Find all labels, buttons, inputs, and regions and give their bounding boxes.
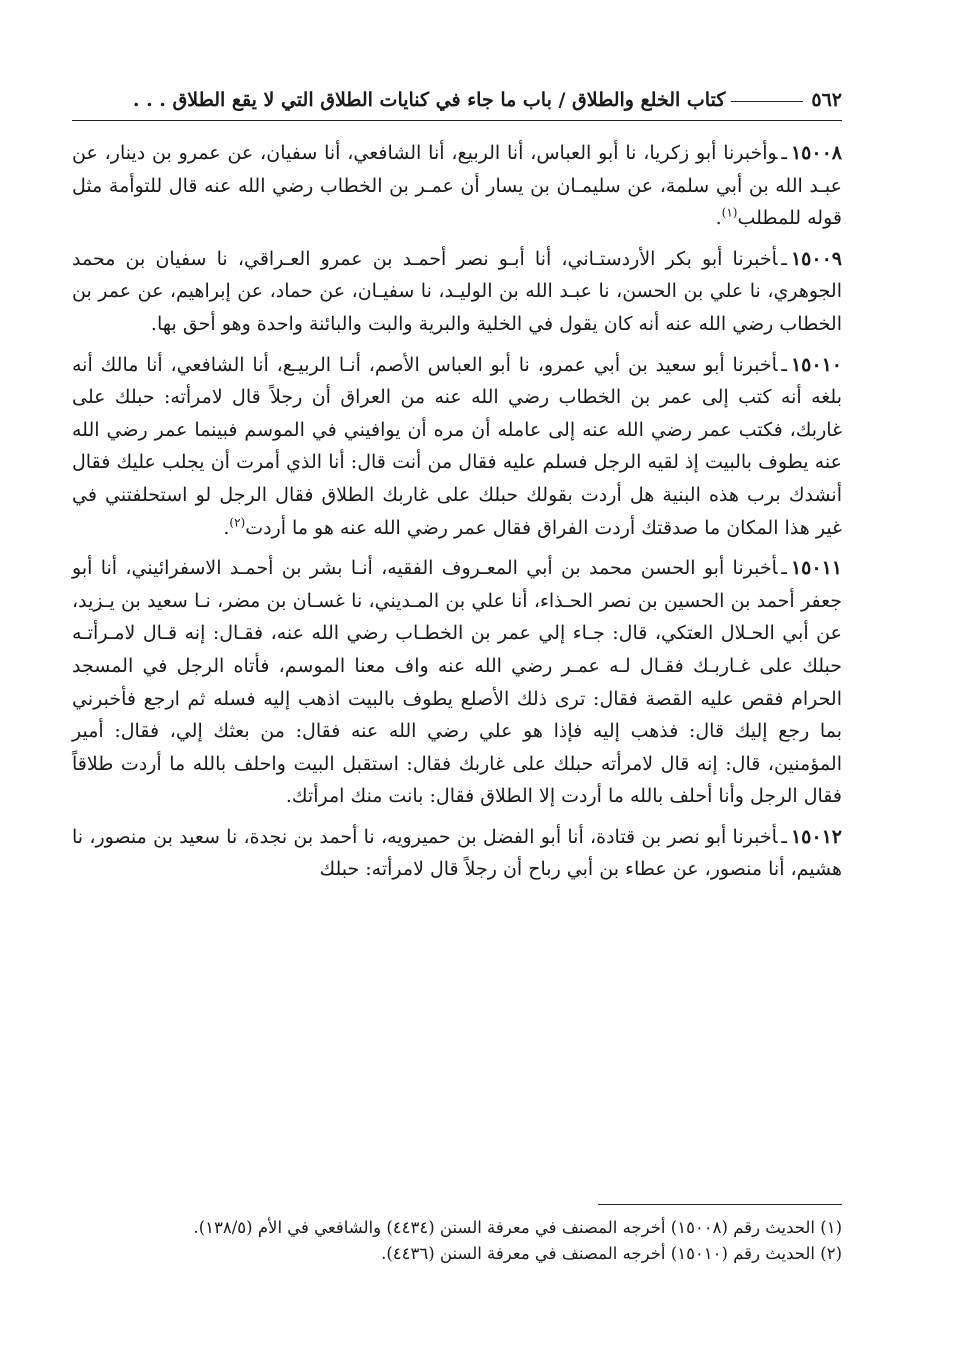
hadith-text: أخبرنا أبو سعيد بن أبي عمرو، نا أبو العباس الأصم، أنـا الربيـع، أنا الشافعي، أنا مالك أنه بلغه أنه كتب إلى عمر بن الخطاب رضي الله عنه من العراق أن رجلاً قال لامرأته: حبلك على غاربك، فكتب عمر رضي الله عنه إلى عامله أن مره أن يوافيني في الموسم فبينما عمر رضي الله عنه يطوف بالبيت إذ لقيه الرجل فسلم عليه فقال من أنت قال: أنا الذي أمرت أن يجلب عليك فقال أنشدك برب هذه البنية هل أردت بقولك حبلك على غاربك الطلاق فقال الرجل لو استحلفتني في غير هذا المكان ما صدقتك أردت الفراق فقال عمر رضي الله عنه هو ما أردت bbox=[72, 353, 842, 539]
running-title: كتاب الخلع والطلاق / باب ما جاء في كنايات الطلاق التي لا يقع الطلاق . . . bbox=[132, 89, 726, 111]
hadith-number: ١٥٠١٠ bbox=[790, 353, 842, 376]
hadith-text: أخبرنا أبو الحسن محمد بن أبي المعـروف الفقيه، أنـا بشر بن أحمـد الاسفرائيني، أنا أبو جعفر أحمد بن الحسين بن نصر الحـذاء، أنا علي بن المـديني، نا غسـان بن مضر، نـا سعيد بن يـزيد، عن أبي الحـلال العتكي، قال: جـاء إلي عمر بن الخطـاب رضي الله عنه، فقـال: إنه قـال لامـرأتـه حبلك على غـاربـك فقـال لـه عمـر رضي الله عنه واف معنا الموسم، فأتاه الرجل في المسجد الحرام فقص عليه القصة فقال: ترى ذلك الأصلع يطوف بالبيت اذهب إليه فسله ثم ارجع فأخبرني بما رجع إليك قال: فذهب إليه فإذا هو علي رضي الله عنه فقال: من بعثك إلي، فقال: أمير المؤمنين، قال: إنه قال لامرأته حبلك على غاربك فقال: استقبل البيت واحلف بالله ما أردت طلاقاً فقال الرجل وأنا أحلف بالله ما أردت إلا الطلاق فقال: بانت منك امرأتك. bbox=[72, 557, 842, 808]
page-body bbox=[72, 137, 842, 886]
page-number: ٥٦٢ bbox=[811, 89, 842, 111]
hadith-number: ١٥٠١١ bbox=[790, 557, 842, 580]
hadith-paragraph: ١٥٠١٢ـأخبرنا أبو نصر بن قتادة، أنا أبو الفضل بن حميرويه، نا أحمد بن نجدة، نا سعيد بن منصور، نا هشيم، أنا منصور، عن عطاء بن أبي رباح أن رجلاً قال لامرأته: حبلك bbox=[72, 825, 842, 881]
hadith-number: ١٥٠٠٨ bbox=[790, 142, 842, 164]
hadith-number: ١٥٠٠٩ bbox=[790, 247, 842, 270]
footnote: (٢) الحديث رقم (١٥٠١٠) أخرجه المصنف في معرفة السنن (٤٤٣٦). bbox=[381, 1244, 842, 1263]
hadith-paragraph: ١٥٠١١ـأخبرنا أبو الحسن محمد بن أبي المعـروف الفقيه، أنـا بشر بن أحمـد الاسفرائيني، أنا أبو جعفر أحمد بن الحسين بن نصر الحـذاء، أنا علي بن المـديني، نا غسـان بن مضر، نـا سعيد بن يـزيد، عن أبي الحـلال العتكي، قال: جـاء إلي عمر بن الخطـاب رضي الله عنه، فقـال: إنه قـال لامـرأتـه حبلك على غـاربـك فقـال لـه عمـر رضي الله عنه واف معنا الموسم، فأتاه الرجل في المسجد الحرام فقص عليه القصة فقال: ترى ذلك الأصلع يطوف بالبيت اذهب إليه فسله ثم ارجع فأخبرني بما رجع إليك قال: فذهب إليه فإذا هو علي رضي الله عنه فقال: من بعثك إلي، فقال: أمير المؤمنين، قال: إنه قال لامرأته حبلك على غاربك فقال: استقبل البيت واحلف بالله ما أردت طلاقاً فقال الرجل وأنا أحلف بالله ما أردت إلا الطلاق فقال: بانت منك امرأتك. bbox=[72, 557, 842, 808]
hadith-end: . bbox=[715, 207, 722, 230]
footnote-ref: (٢) bbox=[229, 515, 246, 530]
header-rule bbox=[731, 101, 803, 102]
hadith-paragraph: ١٥٠١٠ـأخبرنا أبو سعيد بن أبي عمرو، نا أبو العباس الأصم، أنـا الربيـع، أنا الشافعي، أنا مالك أنه بلغه أنه كتب إلى عمر بن الخطاب رضي الله عنه من العراق أن رجلاً قال لامرأته: حبلك على غاربك، فكتب عمر رضي الله عنه إلى عامله أن مره أن يوافيني في الموسم فبينما عمر رضي الله عنه يطوف بالبيت إذ لقيه الرجل فسلم عليه فقال من أنت قال: أنا الذي أمرت أن يجلب عليك فقال أنشدك برب هذه البنية هل أردت بقولك حبلك على غاربك الطلاق فقال الرجل لو استحلفتني في غير هذا المكان ما صدقتك أردت الفراق فقال عمر رضي الله عنه هو ما أردت$^{(٢)}$. bbox=[72, 353, 842, 539]
hadith-number: ١٥٠١٢ bbox=[790, 825, 842, 848]
footnote-ref: (١) bbox=[721, 205, 738, 220]
hadith-paragraph: ١٥٠٠٨ـوأخبرنا أبو زكريا، نا أبو العباس، أنا الربيع، أنا الشافعي، أنا سفيان، عن عمرو بن دينار، عن عبـد الله بن أبي سلمة، عن سليمـان بن يسار أن عمـر بن الخطاب رضي الله عنه قال للتوأمة مثل قوله للمطلب$^{(١)}$. bbox=[72, 142, 842, 230]
hadith-text: أخبرنا أبو نصر بن قتادة، أنا أبو الفضل بن حميرويه، نا أحمد بن نجدة، نا سعيد بن منصور، نا هشيم، أنا منصور، عن عطاء بن أبي رباح أن رجلاً قال لامرأته: حبلك bbox=[72, 825, 842, 881]
footnotes bbox=[72, 1215, 842, 1267]
footnote: (١) الحديث رقم (١٥٠٠٨) أخرجه المصنف في معرفة السنن (٤٤٣٤) والشافعي في الأم (١٣٨/٥). bbox=[193, 1218, 842, 1237]
hadith-paragraph: ١٥٠٠٩ـأخبرنا أبو بكر الأردستـاني، أنا أبـو نصر أحمـد بن عمرو العـراقي، نا سفيان بن محمد الجوهري، نا علي بن الحسن، نا عبـد الله بن الوليـد، نا سفيـان، عن حماد، عن إبراهيم، عن عمر بن الخطاب رضي الله عنه أنه كان يقول في الخلية والبرية والبت والبائنة واحدة وهو أحق بها. bbox=[72, 247, 842, 335]
hadith-text: وأخبرنا أبو زكريا، نا أبو العباس، أنا الربيع، أنا الشافعي، أنا سفيان، عن عمرو بن دينار، عن عبـد الله بن أبي سلمة، عن سليمـان بن يسار أن عمـر بن الخطاب رضي الله عنه قال للتوأمة مثل قوله للمطلب bbox=[72, 142, 842, 230]
book-page bbox=[72, 80, 842, 1263]
hadith-text: أخبرنا أبو بكر الأردستـاني، أنا أبـو نصر أحمـد بن عمرو العـراقي، نا سفيان بن محمد الجوهري، نا علي بن الحسن، نا عبـد الله بن الوليـد، نا سفيـان، عن حماد، عن إبراهيم، عن عمر بن الخطاب رضي الله عنه أنه كان يقول في الخلية والبرية والبت والبائنة واحدة وهو أحق بها. bbox=[72, 247, 842, 335]
hadith-end: . bbox=[223, 516, 230, 539]
footnote-separator bbox=[598, 1204, 842, 1205]
running-header bbox=[72, 80, 842, 121]
